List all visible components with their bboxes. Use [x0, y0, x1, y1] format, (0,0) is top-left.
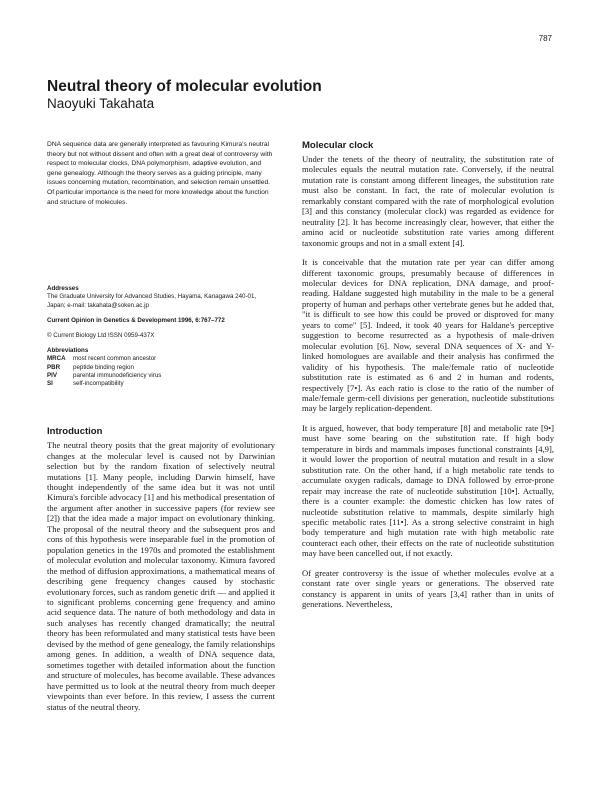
- introduction-paragraph: The neutral theory posits that the great majority of evolutionary changes at the molecular level is caused not by Darwinian selection but by the random fixation of selectively neutral mutations [1]. Many people, including Darwin himself, have thought independently of the same idea but it was not until Kimura's forcible advocacy [1] and his methodical presentation of the argument after another in successive papers (for review see [2]) that the idea made a major impact on evolutionary thinking. The proposal of the neutral theory and the subsequent pros and cons of this hypothesis were inseparable fuel in the promotion of population genetics in the 1970s and promoted the establishment of molecular evolution and molecular taxonomy. Kimura favored the method of diffusion approximations, a mathematical means of describing gene frequency changes caused by stochastic evolutionary forces, such as random genetic drift — and applied it to significant problems concerning gene frequency and amino acid sequence data. The nature of both methodology and data in such analyses has recently changed dramatically; the neutral theory has been reformulated and many statistical tests have been devised by the method of gene genealogy, the family relationships among genes. In addition, a wealth of DNA sequence data, sometimes together with detailed information about the function and structure of molecules, has become available. These advances have permitted us to look at the neutral theory from much deeper viewpoints than ever before. In this review, I assess the current status of the neutral theory.: [47, 440, 275, 712]
- right-column: [302, 140, 554, 619]
- abbreviation-row: [47, 372, 275, 380]
- address-text: The Graduate University for Advanced Studies, Hayama, Kanagawa 240-01, Japan; e-mail: takahata@soken.ac.jp: [47, 293, 257, 309]
- copyright-line: © Current Biology Ltd ISSN 0959-437X: [47, 331, 155, 339]
- abbreviations-heading: Abbreviations: [47, 347, 89, 355]
- page-number: 787: [538, 34, 552, 43]
- addresses-heading: Addresses: [47, 285, 79, 293]
- molecular-clock-paragraph-1: Under the tenets of the theory of neutrality, the substitution rate of molecules equals the neutral mutation rate. Conversely, if the neutral mutation rate is constant among different lineages, the substitution rate must also be constant. In fact, the rate of molecular evolution is remarkably constant compared with the rate of morphological evolution [3] and this constancy (molecular clock) was regarded as evidence for neutrality [2]. It has become increasingly clear, however, that either the amino acid or nucleotide substitution rate varies among different taxonomic groups and not in a small extent [4].: [302, 154, 554, 248]
- abbreviation-definition: self-incompatibility: [73, 379, 124, 387]
- molecular-clock-paragraph-2: It is conceivable that the mutation rate per year can differ among different taxonomic groups, presumably because of differences in molecular devices for DNA replication, DNA damage, and proof-reading. Haldane suggested high mutability in the male to be a general property of human and perhaps other vertebrate genes but he added that, "it is difficult to see how this could be proved or disproved for many years to come" [5]. Indeed, it took 40 years for Haldane's perceptive suggestion to become resurrected as a hypothesis of male-driven molecular evolution [6]. Now, several DNA sequences of X- and Y-linked homologues are available and their analysis has confirmed the validity of his hypothesis. The male/female ratio of nucleotide substitution rate is estimated as 6 and 2 in human and rodents, respectively [7•]. As each ratio is close to the ratio of the number of male/female germ-cell divisions per generation, nucleotide substitutions may be largely replication-dependent.: [302, 257, 554, 414]
- article-title: Neutral theory of molecular evolution: [47, 78, 322, 95]
- abbreviation-row: [47, 380, 275, 388]
- abbreviation-definition: parental immunodeficiency virus: [73, 371, 162, 379]
- abstract: DNA sequence data are generally interpreted as favouring Kimura's neutral theory but not without dissent and often with a great deal of controversy with respect to molecular clocks, DNA polymorphism, adaptive evolution, and gene genealogy. Although the theory serves as a guiding principle, many issues concerning mutation, recombination, and selection remain unsettled. Of particular importance is the need for more knowledge about the function and structure of molecules.: [47, 141, 273, 206]
- abbreviation-term: PIV: [47, 371, 57, 379]
- left-column: [47, 140, 275, 723]
- abbreviation-row: [47, 355, 275, 363]
- abbreviation-definition: most recent common ancestor: [73, 355, 157, 363]
- front-matter: [47, 285, 275, 388]
- abbreviation-definition: peptide binding region: [73, 363, 134, 371]
- molecular-clock-heading: Molecular clock: [302, 140, 374, 151]
- journal-citation: Current Opinion in Genetics & Development 1996, 6:767–772: [47, 316, 225, 324]
- addresses-block: [47, 285, 275, 310]
- abbreviations-block: [47, 347, 275, 388]
- abbreviation-term: MRCA: [47, 355, 66, 363]
- abbreviation-term: PBR: [47, 363, 61, 371]
- article-author: Naoyuki Takahata: [47, 96, 155, 111]
- introduction-heading: Introduction: [47, 426, 103, 438]
- molecular-clock-paragraph-3: It is argued, however, that body temperature [8] and metabolic rate [9•] must have some bearing on the substitution rate. If high body temperature in birds and mammals imposes functional constraints [4,9], it would lower the proportion of neutral mutation and result in a slow substitution rate. On the other hand, if a high metabolic rate tends to accumulate oxygen radicals, damage to DNA followed by error-prone repair may increase the rate of nucleotide substitution [10•]. Actually, there is a counter example: the domestic chicken has low rates of nucleotide substitution relative to mammals, despite similarly high specific metabolic rates [11•]. As a strong selective constraint in high body temperature and high mutation rate with high metabolic rate counteract each other, their effects on the rate of nucleotide substitution may have been cancelled out, if not exactly.: [302, 422, 554, 559]
- molecular-clock-paragraph-4: Of greater controversy is the issue of whether molecules evolve at a constant rate over single years or generations. The observed rate constancy is apparent in units of years [3,4] rather than in units of generations. Nevertheless,: [302, 567, 554, 610]
- abbreviation-row: [47, 364, 275, 372]
- abbreviation-term: SI: [47, 379, 53, 387]
